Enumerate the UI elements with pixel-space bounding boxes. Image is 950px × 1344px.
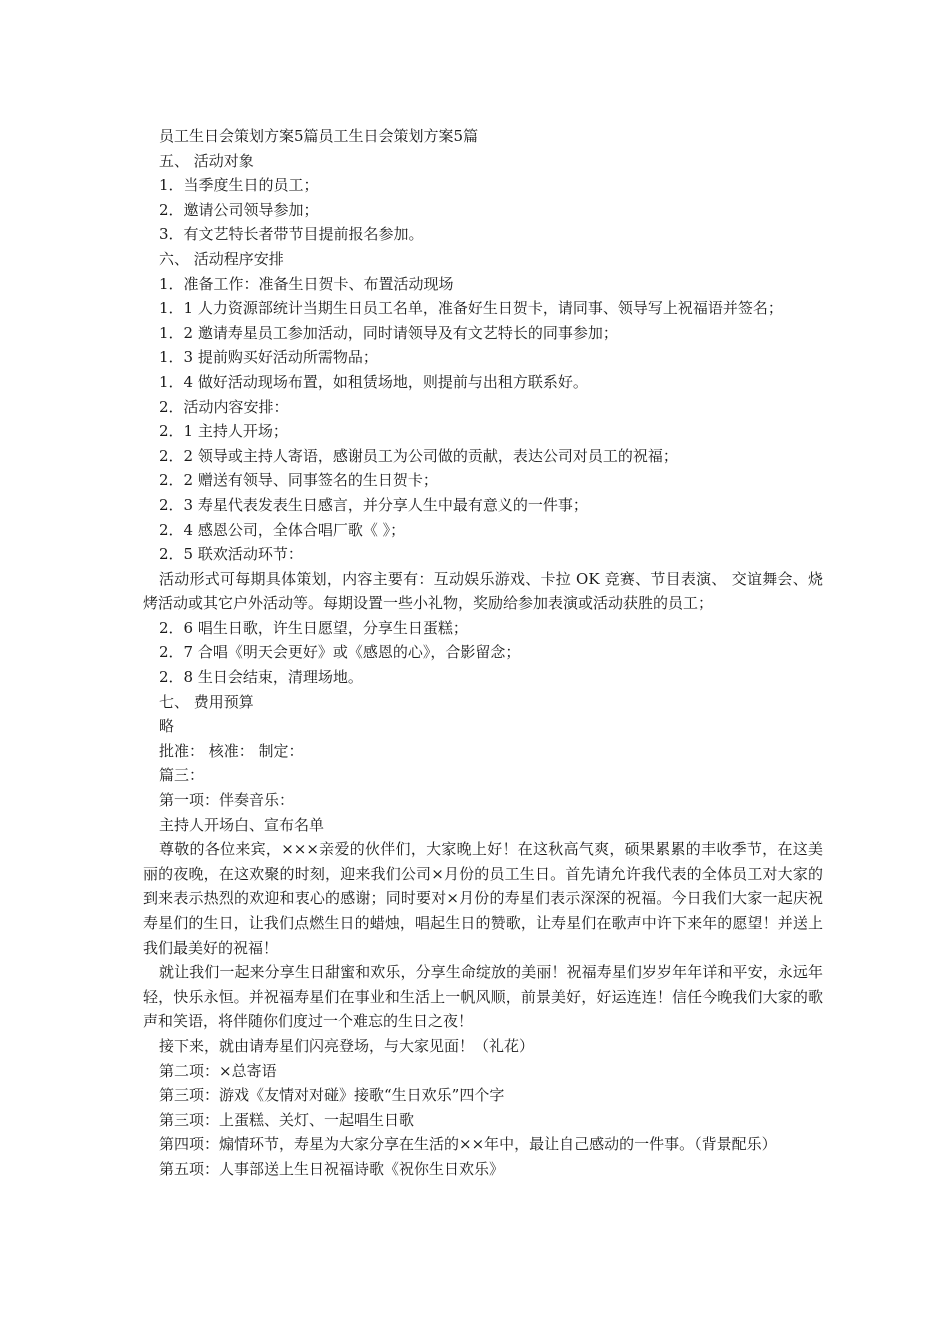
list-item: 2．3 寿星代表发表生日感言，并分享人生中最有意义的一件事； <box>159 495 588 514</box>
paragraph-speech: 尊敬的各位来宾，×××亲爱的伙伴们，大家晚上好！在这秋高气爽，硕果累累的丰收季节，在这美丽的夜晚，在这欢聚的时刻，迎来我们公司×月份的员工生日。首先请允许我代表的全体员工对大家的到来表示热烈的欢迎和衷心的感谢；同时要对×月份的寿星们表示深深的祝福。今日我们大家一起庆祝寿星们的生日，让我们点燃生日的蜡烛，唱起生日的赞歌，让寿星们在歌声中许下来年的愿望！并送上我们最美好的祝福！ <box>143 840 823 957</box>
list-item: 2．1 主持人开场； <box>159 422 288 441</box>
list-item: 2．7 合唱《明天会更好》或《感恩的心》，合影留念； <box>159 643 521 662</box>
section-heading-6: 六、 活动程序安排 <box>159 249 284 268</box>
approval-line: 批准： 核准： 制定： <box>159 741 304 760</box>
list-item: 2．6 唱生日歌，许生日愿望，分享生日蛋糕； <box>159 618 468 637</box>
paragraph-speech: 接下来，就由请寿星们闪亮登场，与大家见面！（礼花） <box>159 1036 535 1055</box>
program-item: 第三项：游戏《友情对对碰》接歌“生日欢乐”四个字 <box>159 1086 505 1105</box>
section-heading-5: 五、 活动对象 <box>159 151 254 170</box>
document-title: 员工生日会策划方案5篇员工生日会策划方案5篇 <box>159 127 479 145</box>
list-item: 1．1 人力资源部统计当期生日员工名单，准备好生日贺卡，请同事、领导写上祝福语并签名； <box>159 299 783 318</box>
list-item: 2．邀请公司领导参加； <box>159 200 319 219</box>
part-heading: 篇三： <box>159 766 205 785</box>
list-item: 2．8 生日会结束，清理场地。 <box>159 668 363 687</box>
list-item: 2．2 领导或主持人寄语，感谢员工为公司做的贡献，表达公司对员工的祝福； <box>159 446 678 465</box>
list-item: 1．2 邀请寿星员工参加活动，同时请领导及有文艺特长的同事参加； <box>159 323 618 342</box>
section-body: 略 <box>159 717 175 736</box>
list-item: 2．5 联欢活动环节： <box>159 545 303 564</box>
section-heading-7: 七、 费用预算 <box>159 692 254 711</box>
paragraph-speech: 就让我们一起来分享生日甜蜜和欢乐，分享生命绽放的美丽！祝福寿星们岁岁年年详和平安，永远年轻，快乐永恒。并祝福寿星们在事业和生活上一帆风顺，前景美好，好运连连！信任今晚我们大家的歌声和笑语，将伴随你们度过一个难忘的生日之夜！ <box>143 963 823 1031</box>
document-body <box>143 124 823 1182</box>
list-item: 1．3 提前购买好活动所需物品； <box>159 348 378 367</box>
list-item: 2．2 赠送有领导、同事签名的生日贺卡； <box>159 471 438 490</box>
program-item: 第五项：人事部送上生日祝福诗歌《祝你生日欢乐》 <box>159 1159 505 1178</box>
subsection-heading: 1．准备工作：准备生日贺卡、布置活动现场 <box>159 274 454 293</box>
paragraph-activity-form: 活动形式可每期具体策划，内容主要有：互动娱乐游戏、卡拉 OK 竞赛、节目表演、 交谊舞会、烧烤活动或其它户外活动等。每期设置一些小礼物，奖励给参加表演或活动获胜的员工； <box>143 569 823 613</box>
program-item: 第三项：上蛋糕、关灯、一起唱生日歌 <box>159 1110 415 1129</box>
list-item: 1．4 做好活动现场布置，如租赁场地，则提前与出租方联系好。 <box>159 372 588 391</box>
subsection-heading: 2．活动内容安排： <box>159 397 289 416</box>
list-item: 1．当季度生日的员工； <box>159 176 319 195</box>
list-item: 2．4 感恩公司，全体合唱厂歌《 》； <box>159 520 406 539</box>
list-item: 3．有文艺特长者带节目提前报名参加。 <box>159 225 424 244</box>
program-note: 主持人开场白、宣布名单 <box>159 815 325 834</box>
program-item: 第四项：煽情环节，寿星为大家分享在生活的××年中，最让自己感动的一件事。（背景配乐） <box>159 1135 777 1154</box>
program-item: 第二项：×总寄语 <box>159 1061 277 1080</box>
program-item: 第一项：伴奏音乐： <box>159 791 295 810</box>
